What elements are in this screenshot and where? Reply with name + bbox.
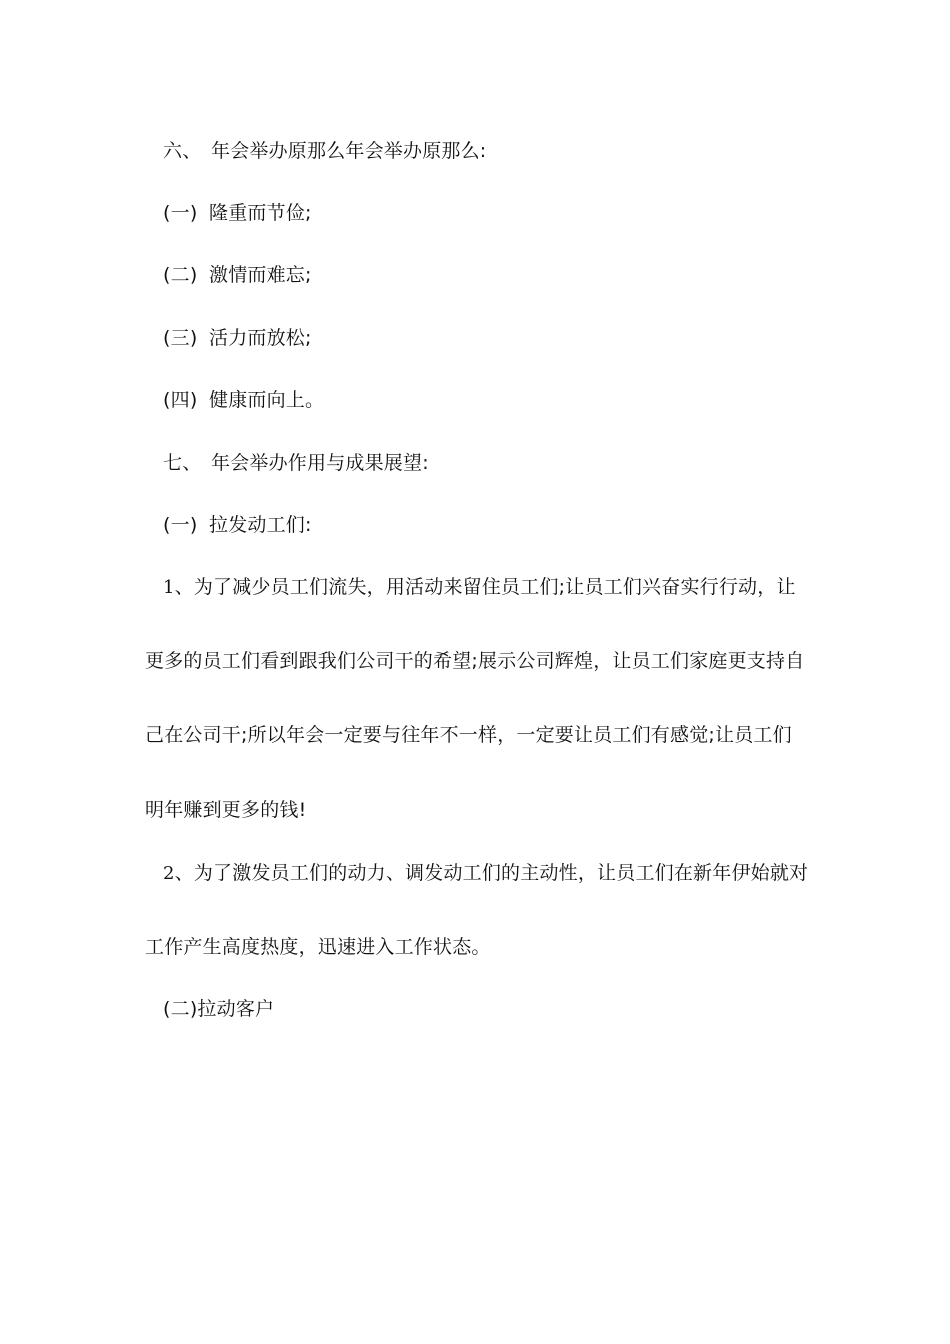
section-six-heading [163, 138, 486, 164]
principle-item-4-text: 健康而向上。 [209, 389, 325, 411]
principle-item-4 [163, 387, 324, 413]
principle-item-1-marker: (一) [163, 202, 198, 224]
section-seven-title: 年会举办作用与成果展望: [211, 452, 429, 474]
principle-item-2 [163, 262, 312, 288]
paragraph-2-number: 2 [163, 863, 175, 884]
principle-item-3-marker: (三) [163, 327, 198, 349]
paragraph-1-line-1 [163, 574, 796, 601]
paragraph-1-line-1-text: 、为了减少员工们流失，用活动来留住员工们;让员工们兴奋实行行动，让 [174, 576, 796, 598]
paragraph-1-number: 1 [163, 577, 175, 598]
paragraph-2-line-1-text: 、为了激发员工们的动力、调发动工们的主动性，让员工们在新年伊始就对 [174, 862, 809, 884]
paragraph-1-line-2: 更多的员工们看到跟我们公司干的希望;展示公司辉煌，让员工们家庭更支持自 [145, 650, 805, 672]
paragraph-2-line-1 [163, 860, 808, 887]
paragraph-1-line-4: 明年赚到更多的钱! [145, 799, 307, 821]
effect-item-1-text: 拉发动工们: [209, 514, 312, 536]
principle-item-1 [163, 200, 312, 226]
principle-item-2-text: 激情而难忘; [209, 264, 312, 286]
effect-item-1 [163, 512, 312, 538]
effect-item-2: (二)拉动客户 [163, 998, 275, 1020]
principle-item-2-marker: (二) [163, 264, 198, 286]
section-seven-marker: 七、 [163, 452, 202, 474]
section-six-title: 年会举办原那么年会举办原那么: [211, 140, 487, 162]
section-seven-heading [163, 450, 429, 476]
section-six-marker: 六、 [163, 140, 202, 162]
paragraph-1-line-3: 己在公司干;所以年会一定要与往年不一样，一定要让员工们有感觉;让员工们 [145, 724, 792, 746]
principle-item-1-text: 隆重而节俭; [209, 202, 312, 224]
principle-item-4-marker: (四) [163, 389, 198, 411]
paragraph-2-line-2: 工作产生高度热度，迅速进入工作状态。 [145, 936, 491, 958]
principle-item-3-text: 活力而放松; [209, 327, 312, 349]
principle-item-3 [163, 325, 312, 351]
effect-item-1-marker: (一) [163, 514, 198, 536]
